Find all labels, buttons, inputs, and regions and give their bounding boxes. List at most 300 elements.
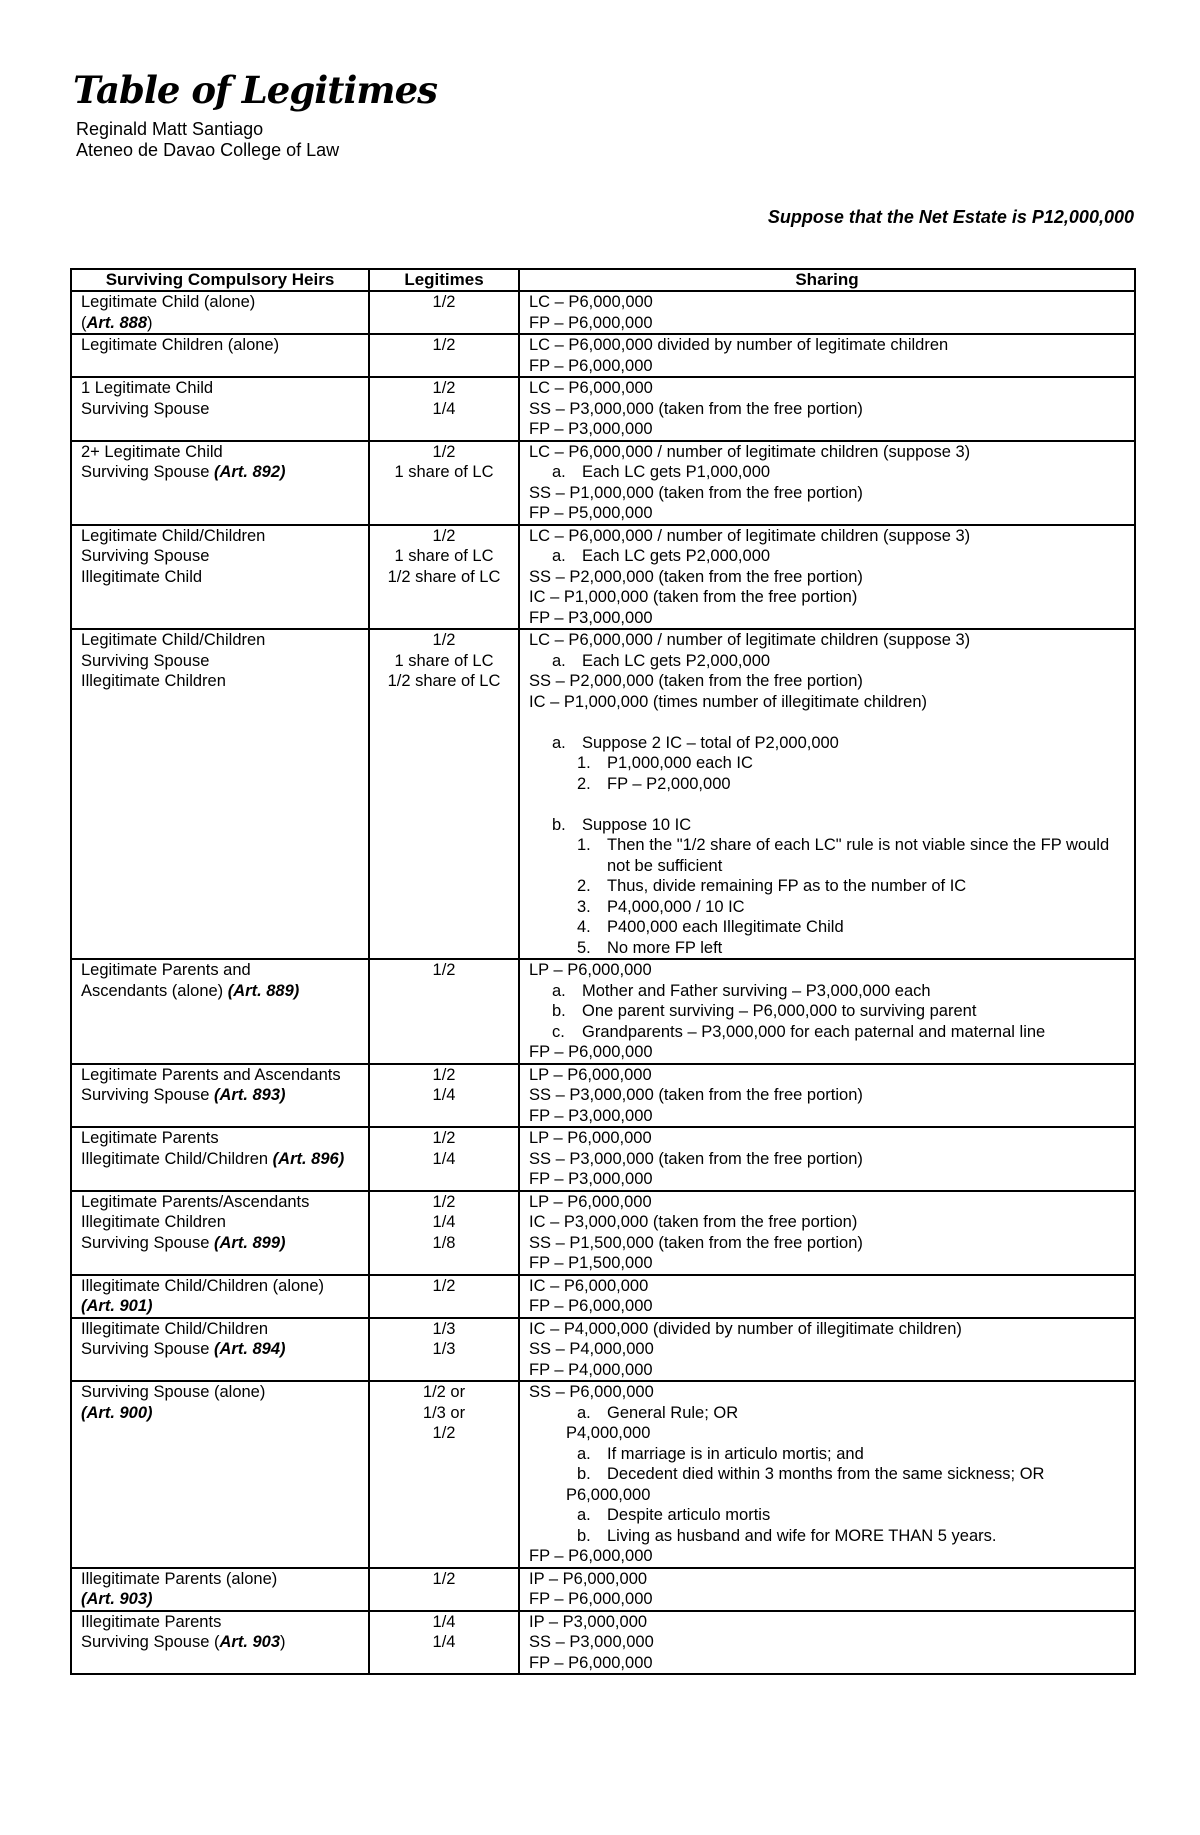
sharing-line <box>529 1339 1134 1360</box>
sharing-line <box>529 1128 1134 1149</box>
sharing-text: P6,000,000 <box>566 1485 651 1504</box>
legitime-value: 1/2 <box>432 1065 456 1084</box>
heir-line <box>81 378 368 399</box>
sharing-line <box>529 794 1134 815</box>
heir-text: Legitimate Parents and Ascendants <box>81 1065 341 1084</box>
table-body <box>71 291 1135 1674</box>
legitime-value: 1/3 <box>432 1340 456 1358</box>
sharing-list-item <box>529 733 1134 754</box>
sharing-text: SS – P1,500,000 (taken from the free portion) <box>529 1233 863 1252</box>
legitime-value: 1/4 <box>432 1633 456 1651</box>
sharing-text: General Rule; OR <box>607 1403 739 1422</box>
legitime-value: 1/2 <box>432 1129 456 1147</box>
column-header-legitimes: Legitimes <box>369 269 519 291</box>
sharing-text: IP – P6,000,000 <box>529 1569 648 1588</box>
sharing-line <box>529 1360 1134 1381</box>
legitime-value: 1/2 <box>432 961 456 979</box>
heir-text: Legitimate Parents <box>81 1129 219 1147</box>
sharing-text: FP – P3,000,000 <box>529 608 653 627</box>
sharing-line <box>529 503 1134 524</box>
heir-line <box>81 1319 368 1340</box>
sharing-list-item <box>529 1022 1134 1043</box>
sharing-text: FP – P6,000,000 <box>529 1043 653 1061</box>
sharing-list-item <box>529 897 1134 918</box>
list-marker: a. <box>552 733 566 752</box>
heir-line <box>81 1632 368 1653</box>
sharing-text: FP – P3,000,000 <box>529 1106 653 1125</box>
heir-line <box>81 462 368 483</box>
sharing-text: P4,000,000 <box>566 1424 651 1442</box>
heir-text: Legitimate Parents/Ascendants <box>81 1192 310 1211</box>
sharing-text: FP – P6,000,000 <box>529 1547 653 1565</box>
sharing-line <box>529 399 1134 420</box>
heir-text: Illegitimate Parents (alone) <box>81 1569 278 1588</box>
sharing-line <box>529 587 1134 608</box>
sharing-text: LC – P6,000,000 <box>529 379 653 397</box>
sharing-cell <box>519 525 1135 630</box>
sharing-cell <box>519 377 1135 441</box>
legitime-value: 1/2 <box>432 1424 456 1442</box>
heir-text: Surviving Spouse <box>81 1340 214 1358</box>
list-marker: b. <box>577 1465 591 1483</box>
sharing-list-item <box>529 835 1134 876</box>
list-marker: 1. <box>577 836 591 854</box>
heir-line <box>81 960 368 981</box>
sharing-cell <box>519 1127 1135 1191</box>
heir-text: Illegitimate Child/Children <box>81 1319 269 1338</box>
sharing-text: IC – P1,000,000 (taken from the free portion) <box>529 588 858 606</box>
legitimes-cell <box>369 525 519 630</box>
sharing-text: Despite articulo mortis <box>607 1506 771 1524</box>
legitimes-cell <box>369 1127 519 1191</box>
legitimes-cell <box>369 1318 519 1382</box>
heir-text: Surviving Spouse <box>81 651 210 670</box>
heir-line <box>81 1065 368 1086</box>
article-reference: (Art. 903) <box>81 1590 153 1608</box>
sharing-line <box>529 1085 1134 1106</box>
heir-text: Legitimate Child (alone) <box>81 293 256 311</box>
sharing-text: IP – P3,000,000 <box>529 1612 648 1631</box>
sharing-line <box>529 1276 1134 1297</box>
sharing-text: FP – P3,000,000 <box>529 420 653 438</box>
legitimes-table <box>70 268 1136 1675</box>
list-marker: a. <box>577 1444 591 1463</box>
sharing-text: SS – P1,000,000 (taken from the free portion) <box>529 483 863 502</box>
legitime-value: 1/2 <box>432 1192 456 1211</box>
heirs-cell <box>71 1127 369 1191</box>
legitime-value: 1 share of LC <box>394 547 494 565</box>
sharing-text: Grandparents – P3,000,000 for each paternal and maternal line <box>582 1022 1046 1041</box>
sharing-text: Living as husband and wife for MORE THAN 5 years. <box>607 1526 997 1545</box>
sharing-text: LC – P6,000,000 / number of legitimate children (suppose 3) <box>529 526 971 545</box>
list-marker: a. <box>552 981 566 1000</box>
heir-text: Surviving Spouse <box>81 1233 214 1252</box>
sharing-text: FP – P4,000,000 <box>529 1360 653 1379</box>
sharing-text: LC – P6,000,000 <box>529 293 653 311</box>
legitime-value: 1/2 <box>432 631 456 649</box>
sharing-text: SS – P3,000,000 <box>529 1633 654 1651</box>
sharing-text: LP – P6,000,000 <box>529 1192 652 1211</box>
sharing-list-item <box>529 753 1134 774</box>
legitime-value: 1/2 or <box>422 1383 466 1401</box>
heir-text-suffix: ) <box>147 313 153 332</box>
sharing-line <box>529 1149 1134 1170</box>
sharing-line <box>529 1653 1134 1674</box>
sharing-line <box>529 1065 1134 1086</box>
heir-line <box>81 313 368 334</box>
sharing-text: Suppose 10 IC <box>582 815 692 834</box>
sharing-line <box>529 1632 1134 1653</box>
table-row <box>71 1318 1135 1382</box>
sharing-cell <box>519 959 1135 1064</box>
heir-line <box>81 1569 368 1590</box>
sharing-text: If marriage is in articulo mortis; and <box>607 1444 864 1463</box>
legitime-value: 1/4 <box>432 1149 456 1168</box>
sharing-text: FP – P6,000,000 <box>529 1590 653 1608</box>
list-marker: b. <box>577 1526 591 1545</box>
sharing-list-item <box>529 981 1134 1002</box>
legitimes-cell <box>369 377 519 441</box>
sharing-line <box>529 712 1134 733</box>
list-marker: 3. <box>577 897 591 916</box>
heir-text: 1 Legitimate Child <box>81 379 214 397</box>
heirs-cell <box>71 1318 369 1382</box>
sharing-text: Mother and Father surviving – P3,000,000 each <box>582 981 931 1000</box>
heir-line <box>81 630 368 651</box>
legitime-value: 1/3 or <box>422 1403 466 1422</box>
table-row <box>71 377 1135 441</box>
sharing-text: P400,000 each Illegitimate Child <box>607 918 844 936</box>
sharing-text: IC – P6,000,000 <box>529 1276 649 1295</box>
sharing-text: Thus, divide remaining FP as to the number of IC <box>607 877 967 895</box>
sharing-list-item <box>529 917 1134 938</box>
heir-text: Illegitimate Child/Children <box>81 1149 273 1168</box>
sharing-text: IC – P4,000,000 (divided by number of illegitimate children) <box>529 1319 962 1338</box>
sharing-text: LC – P6,000,000 / number of legitimate children (suppose 3) <box>529 631 971 649</box>
table-row <box>71 1064 1135 1128</box>
heir-line <box>81 546 368 567</box>
sharing-line <box>529 1319 1134 1340</box>
list-marker: b. <box>552 815 566 834</box>
article-reference: (Art. 900) <box>81 1403 153 1422</box>
table-row <box>71 1127 1135 1191</box>
heir-line <box>81 1296 368 1317</box>
sharing-text: SS – P2,000,000 (taken from the free portion) <box>529 672 863 690</box>
article-reference: (Art. 894) <box>214 1340 286 1358</box>
heir-text: Illegitimate Children <box>81 672 226 690</box>
table-row <box>71 441 1135 525</box>
legitimes-cell <box>369 441 519 525</box>
heir-line <box>81 1192 368 1213</box>
sharing-line <box>529 1169 1134 1190</box>
sharing-text: SS – P3,000,000 (taken from the free portion) <box>529 1149 863 1168</box>
sharing-line <box>529 1382 1134 1403</box>
heirs-cell <box>71 1568 369 1611</box>
heir-line <box>81 335 368 356</box>
heirs-cell <box>71 1611 369 1675</box>
sharing-text: SS – P4,000,000 <box>529 1340 654 1358</box>
table-row <box>71 1275 1135 1318</box>
sharing-line <box>529 1423 1134 1444</box>
sharing-line <box>529 1233 1134 1254</box>
sharing-line <box>529 313 1134 334</box>
list-marker: b. <box>552 1002 566 1020</box>
article-reference: (Art. 892) <box>214 463 286 481</box>
list-marker: a. <box>552 651 566 670</box>
sharing-text: Then the "1/2 share of each LC" rule is not viable since the FP would not be sufficient <box>607 836 1110 875</box>
legitimes-cell <box>369 1275 519 1318</box>
sharing-line <box>529 692 1134 713</box>
legitimes-cell <box>369 629 519 959</box>
sharing-text: SS – P3,000,000 (taken from the free portion) <box>529 399 863 418</box>
sharing-line <box>529 1192 1134 1213</box>
legitime-value: 1/3 <box>432 1319 456 1338</box>
sharing-text: FP – P5,000,000 <box>529 504 653 522</box>
sharing-line <box>529 335 1134 356</box>
sharing-line <box>529 378 1134 399</box>
heirs-cell <box>71 959 369 1064</box>
sharing-text: One parent surviving – P6,000,000 to surviving parent <box>582 1002 977 1020</box>
column-header-heirs: Surviving Compulsory Heirs <box>71 269 369 291</box>
sharing-text: Suppose 2 IC – total of P2,000,000 <box>582 733 839 752</box>
table-row <box>71 629 1135 959</box>
sharing-text: IC – P3,000,000 (taken from the free portion) <box>529 1213 858 1231</box>
sharing-list-item <box>529 1444 1134 1465</box>
legitime-value: 1 share of LC <box>394 651 494 670</box>
sharing-list-item <box>529 546 1134 567</box>
heir-text: Legitimate Children (alone) <box>81 336 280 354</box>
legitime-value: 1 share of LC <box>394 463 494 481</box>
heir-text: Surviving Spouse <box>81 547 210 565</box>
list-marker: 2. <box>577 774 591 793</box>
heir-text: Illegitimate Child <box>81 567 203 586</box>
heirs-cell <box>71 1064 369 1128</box>
sharing-list-item <box>529 1526 1134 1547</box>
legitime-value: 1/4 <box>432 1086 456 1104</box>
table-row <box>71 1568 1135 1611</box>
table-row <box>71 334 1135 377</box>
sharing-text: LC – P6,000,000 / number of legitimate children (suppose 3) <box>529 442 971 461</box>
heir-line <box>81 1382 368 1403</box>
sharing-line <box>529 567 1134 588</box>
page-title: Table of Legitimes <box>73 68 437 112</box>
article-reference: (Art. 899) <box>214 1233 286 1252</box>
sharing-text: No more FP left <box>607 938 723 957</box>
sharing-text: LP – P6,000,000 <box>529 961 652 979</box>
legitime-value: 1/2 <box>432 336 456 354</box>
sharing-list-item <box>529 815 1134 836</box>
sharing-list-item <box>529 1464 1134 1485</box>
sharing-text: Decedent died within 3 months from the same sickness; OR <box>607 1465 1045 1483</box>
heirs-cell <box>71 441 369 525</box>
net-estate-premise: Suppose that the Net Estate is P12,000,000 <box>767 207 1134 227</box>
sharing-line <box>529 1106 1134 1127</box>
heir-line <box>81 1276 368 1297</box>
heir-line <box>81 1589 368 1610</box>
heir-text: Surviving Spouse ( <box>81 1633 220 1651</box>
column-header-sharing: Sharing <box>519 269 1135 291</box>
article-reference: (Art. 893) <box>214 1086 286 1104</box>
sharing-text: LC – P6,000,000 divided by number of legitimate children <box>529 336 949 354</box>
sharing-list-item <box>529 876 1134 897</box>
list-marker: 4. <box>577 918 591 936</box>
heir-line <box>81 651 368 672</box>
article-reference: (Art. 889) <box>227 981 300 1000</box>
heir-text: Illegitimate Parents <box>81 1612 222 1631</box>
sharing-line <box>529 442 1134 463</box>
heir-line <box>81 1339 368 1360</box>
heir-line <box>81 526 368 547</box>
list-marker: a. <box>577 1403 591 1422</box>
sharing-text: SS – P6,000,000 <box>529 1383 654 1401</box>
heir-text: Legitimate Child/Children <box>81 631 266 649</box>
sharing-cell <box>519 291 1135 334</box>
legitimes-cell <box>369 1611 519 1675</box>
heir-line <box>81 1403 368 1424</box>
legitime-value: 1/2 share of LC <box>387 567 501 586</box>
heirs-cell <box>71 1191 369 1275</box>
sharing-cell <box>519 441 1135 525</box>
heir-line <box>81 671 368 692</box>
sharing-line <box>529 960 1134 981</box>
heirs-cell <box>71 291 369 334</box>
sharing-cell <box>519 1381 1135 1568</box>
legitime-value: 1/2 <box>432 379 456 397</box>
sharing-line <box>529 1296 1134 1317</box>
sharing-text: Each LC gets P2,000,000 <box>582 547 771 565</box>
sharing-text: FP – P6,000,000 <box>529 1653 653 1672</box>
legitime-value: 1/4 <box>432 399 456 418</box>
sharing-text: SS – P2,000,000 (taken from the free portion) <box>529 567 863 586</box>
heirs-cell <box>71 334 369 377</box>
heir-text: Surviving Spouse <box>81 463 214 481</box>
heir-text: Surviving Spouse <box>81 399 210 418</box>
legitimes-cell <box>369 1568 519 1611</box>
legitime-value: 1/4 <box>432 1213 456 1231</box>
sharing-text: LP – P6,000,000 <box>529 1129 652 1147</box>
heir-line <box>81 1085 368 1106</box>
sharing-text: FP – P6,000,000 <box>529 313 653 332</box>
sharing-list-item <box>529 651 1134 672</box>
legitimes-cell <box>369 1381 519 1568</box>
heir-line <box>81 981 368 1002</box>
heirs-cell <box>71 377 369 441</box>
sharing-list-item <box>529 938 1134 959</box>
article-reference: (Art. 901) <box>81 1297 153 1315</box>
legitime-value: 1/2 share of LC <box>387 672 501 690</box>
heir-line <box>81 567 368 588</box>
legitimes-cell <box>369 1191 519 1275</box>
heir-line <box>81 1149 368 1170</box>
heir-text: Surviving Spouse (alone) <box>81 1383 266 1401</box>
heir-line <box>81 1212 368 1233</box>
heir-line <box>81 1612 368 1633</box>
sharing-text: P4,000,000 / 10 IC <box>607 897 745 916</box>
sharing-line <box>529 608 1134 629</box>
heirs-cell <box>71 1381 369 1568</box>
sharing-line <box>529 1546 1134 1567</box>
sharing-line <box>529 1485 1134 1506</box>
heir-text: Illegitimate Child/Children (alone) <box>81 1276 325 1295</box>
legitime-value: 1/2 <box>432 526 456 545</box>
sharing-line <box>529 1212 1134 1233</box>
heir-text: 2+ Legitimate Child <box>81 442 223 461</box>
heir-text: Illegitimate Children <box>81 1213 226 1231</box>
heir-line <box>81 442 368 463</box>
legitime-value: 1/2 <box>432 1569 456 1588</box>
list-marker: 1. <box>577 754 591 772</box>
legitime-value: 1/2 <box>432 293 456 311</box>
list-marker: a. <box>577 1506 591 1524</box>
article-reference: Art. 888 <box>86 313 148 332</box>
sharing-cell <box>519 1191 1135 1275</box>
sharing-line <box>529 483 1134 504</box>
legitime-value: 1/8 <box>432 1233 456 1252</box>
heir-text: ( <box>81 313 87 332</box>
list-marker: a. <box>552 463 566 481</box>
heir-text: Ascendants (alone) <box>81 981 228 1000</box>
heirs-cell <box>71 1275 369 1318</box>
heir-line <box>81 1233 368 1254</box>
heir-text: Legitimate Parents and <box>81 961 251 979</box>
heir-line <box>81 292 368 313</box>
sharing-cell <box>519 1568 1135 1611</box>
heir-text: Legitimate Child/Children <box>81 526 266 545</box>
sharing-line <box>529 1253 1134 1274</box>
table-header-row <box>71 269 1135 291</box>
sharing-line <box>529 1612 1134 1633</box>
sharing-line <box>529 1589 1134 1610</box>
sharing-text: LP – P6,000,000 <box>529 1065 652 1084</box>
sharing-line <box>529 1042 1134 1063</box>
sharing-cell <box>519 1611 1135 1675</box>
sharing-line <box>529 419 1134 440</box>
article-reference: Art. 903 <box>219 1633 281 1651</box>
table-row <box>71 1191 1135 1275</box>
legitime-value: 1/2 <box>432 1276 456 1295</box>
legitimes-cell <box>369 1064 519 1128</box>
list-marker: a. <box>552 547 566 565</box>
sharing-cell <box>519 334 1135 377</box>
table-row <box>71 1381 1135 1568</box>
table-row <box>71 291 1135 334</box>
sharing-line <box>529 356 1134 377</box>
school-name: Ateneo de Davao College of Law <box>76 140 340 160</box>
sharing-cell <box>519 1275 1135 1318</box>
heir-text-suffix: ) <box>280 1633 286 1651</box>
sharing-text: FP – P1,500,000 <box>529 1254 653 1272</box>
sharing-line <box>529 671 1134 692</box>
heir-line <box>81 1128 368 1149</box>
heir-line <box>81 399 368 420</box>
table-row <box>71 959 1135 1064</box>
legitimes-cell <box>369 334 519 377</box>
sharing-text: IC – P1,000,000 (times number of illegitimate children) <box>529 692 928 711</box>
sharing-list-item <box>529 1505 1134 1526</box>
list-marker: 2. <box>577 877 591 895</box>
legitime-value: 1/2 <box>432 442 456 461</box>
heirs-cell <box>71 525 369 630</box>
sharing-text: Each LC gets P1,000,000 <box>582 463 771 481</box>
sharing-line <box>529 292 1134 313</box>
author-name: Reginald Matt Santiago <box>76 119 264 139</box>
list-marker: c. <box>552 1022 565 1041</box>
sharing-text: FP – P6,000,000 <box>529 356 653 375</box>
article-reference: (Art. 896) <box>272 1149 345 1168</box>
heir-text: Surviving Spouse <box>81 1086 214 1104</box>
sharing-text: Each LC gets P2,000,000 <box>582 651 771 670</box>
legitimes-cell <box>369 959 519 1064</box>
